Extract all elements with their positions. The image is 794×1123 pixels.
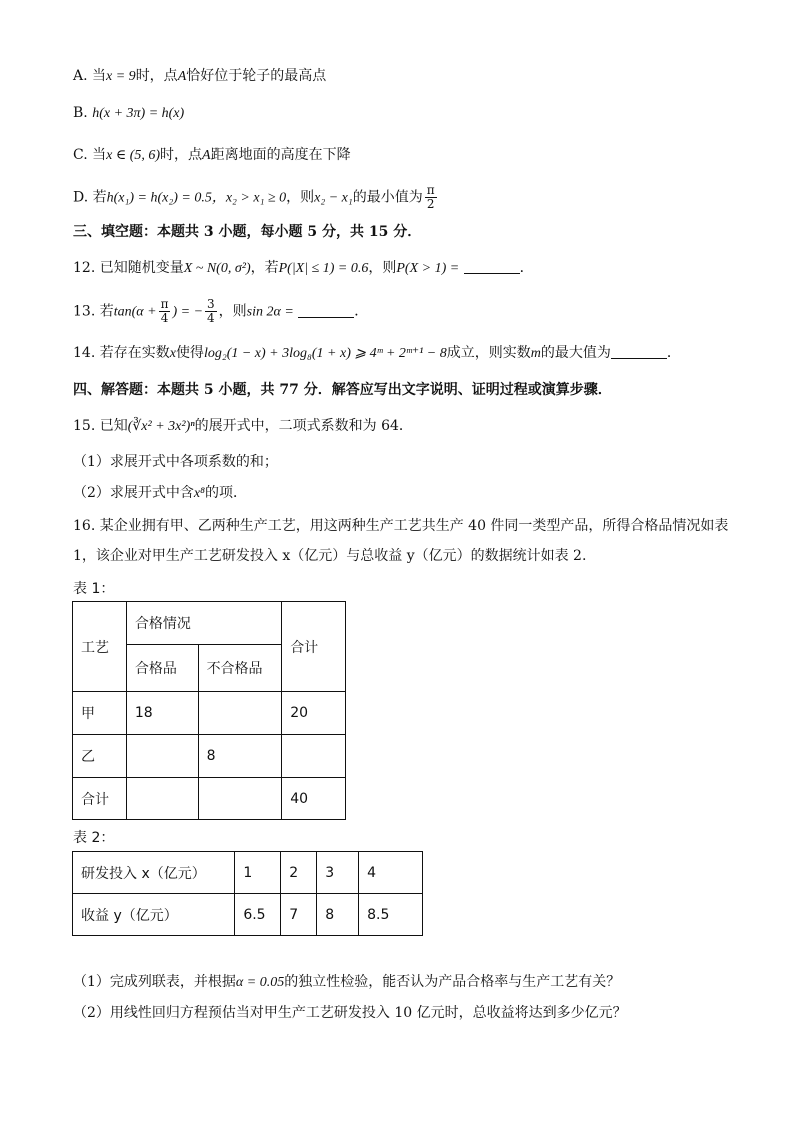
header-fail: 不合格品 — [198, 645, 282, 692]
header-process: 工艺 — [73, 602, 127, 692]
question-15-part-1: （1）求展开式中各项系数的和； — [73, 454, 278, 470]
fraction: $\frac{3}{4}$ — [207, 297, 215, 325]
section-heading-answers: 四、解答题：本题共 5 小题，共 77 分．解答应写出文字说明、证明过程或演算步骤． — [73, 382, 612, 398]
fraction: $\frac{\pi}{4}$ — [160, 297, 169, 325]
question-16-line-1: 16. 某企业拥有甲、乙两种生产工艺，用这两种生产工艺共生产 40 件同一类型产品，所得合格品情况如表 — [73, 518, 729, 534]
option-a: A. 当x = 9时，点A恰好位于轮子的最高点 — [73, 68, 327, 84]
option-b: B. h(x + 3π) = h(x) — [73, 105, 185, 121]
table-2 — [72, 851, 423, 936]
option-c: C. 当x ∈ (5, 6)时，点A距离地面的高度在下降 — [73, 147, 351, 163]
question-16-line-2: 1，该企业对甲生产工艺研发投入 x（亿元）与总收益 y（亿元）的数据统计如表 2. — [73, 548, 587, 564]
question-16-part-2: （2）用线性回归方程预估当对甲生产工艺研发投入 10 亿元时，总收益将达到多少亿元？ — [73, 1005, 627, 1021]
table-1 — [72, 601, 346, 820]
table-row: 研发投入 x（亿元） 1 2 3 4 — [73, 852, 423, 894]
answer-blank — [464, 259, 520, 274]
header-status: 合格情况 — [126, 602, 281, 645]
table-row: 乙 8 — [73, 735, 346, 778]
table-row: 甲 18 20 — [73, 692, 346, 735]
table-row: 合计 40 — [73, 778, 346, 820]
table-row: 收益 y（亿元） 6.5 7 8 8.5 — [73, 894, 423, 936]
question-15: 15. 已知(∛x² + 3x²)ⁿ的展开式中，二项式系数和为 64． — [73, 418, 413, 434]
option-d: D. 若h(x₁) = h(x₂) = 0.5，x₂ > x₁ ≥ 0，则x₂ − x₁的最小值为 $\frac{\pi}{2}$ — [73, 183, 435, 211]
table-2-caption: 表 2： — [73, 830, 115, 846]
section-heading-fill-in: 三、填空题：本题共 3 小题，每小题 5 分，共 15 分． — [73, 224, 422, 240]
question-13: 13. 若tan(α + $\frac{\pi}{4}$ ) = − $\frac{3}{4}$ ，则sin 2α = ． — [73, 297, 369, 325]
question-12: 12. 已知随机变量X ~ N(0, σ²)，若P(|X| ≤ 1) = 0.6，则P(X > 1) = ． — [73, 260, 534, 276]
question-14: 14. 若存在实数x使得log₂(1 − x) + 3log₈(1 + x) ⩾ 4ᵐ + 2ᵐ⁺¹ − 8成立，则实数m的最大值为 ． — [73, 345, 681, 361]
question-16-part-1: （1）完成列联表，并根据α = 0.05的独立性检验，能否认为产品合格率与生产工艺有关？ — [73, 974, 621, 990]
question-15-part-2: （2）求展开式中含x⁸的项． — [73, 485, 248, 501]
table-1-caption: 表 1： — [73, 581, 115, 597]
header-total: 合计 — [282, 602, 346, 692]
fraction: $\frac{\pi}{2}$ — [426, 183, 435, 211]
header-pass: 合格品 — [126, 645, 198, 692]
answer-blank — [611, 344, 667, 359]
answer-blank — [298, 303, 354, 318]
